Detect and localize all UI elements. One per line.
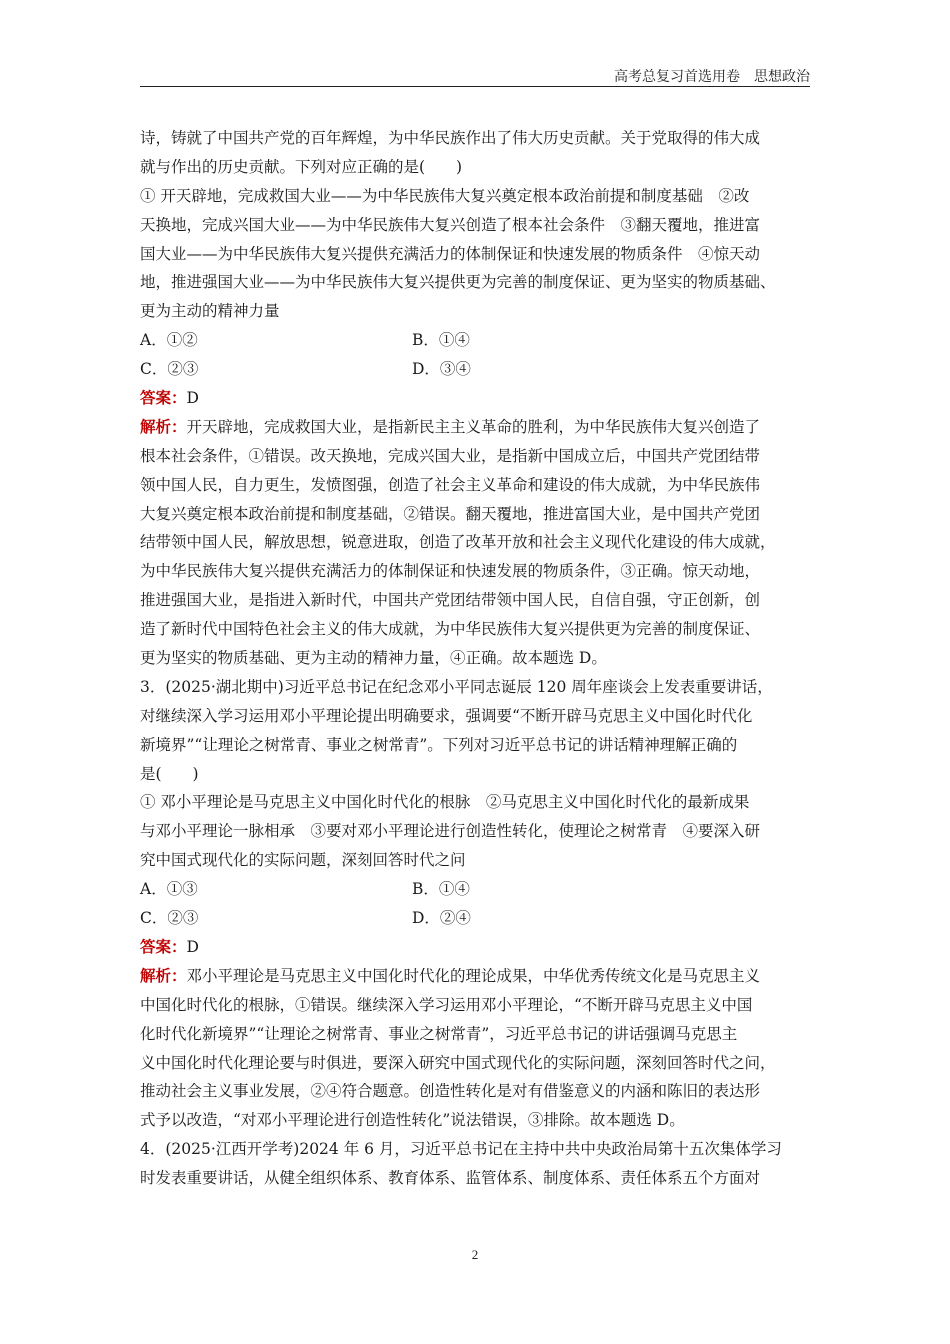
analysis-text: 开天辟地，完成救国大业，是指新民主主义革命的胜利，为中华民族伟大复兴创造了 [186, 417, 761, 436]
analysis-text: 邓小平理论是马克思主义中国化时代化的理论成果，中华优秀传统文化是马克思主义 [186, 966, 761, 985]
q2-analysis-line: 更为坚实的物质基础、更为主动的精神力量，④正确。故本题选 D。 [140, 649, 607, 668]
q2-analysis-line: 为中华民族伟大复兴提供充满活力的体制保证和快速发展的物质条件，③正确。惊天动地， [140, 562, 761, 581]
q2-statement-line: 地，推进强国大业——为中华民族伟大复兴提供更为完善的制度保证、更为坚实的物质基础、 [140, 273, 776, 292]
q3-statement-line: 究中国式现代化的实际问题，深刻回答时代之问 [140, 851, 466, 870]
q3-option-a: A．①③ [140, 880, 198, 899]
q3-stem-line: 对继续深入学习运用邓小平理论提出明确要求，强调要“不断开辟马克思主义中国化时代化 [140, 706, 753, 725]
q2-statement-line: 更为主动的精神力量 [140, 302, 280, 321]
q3-option-d: D．②④ [412, 909, 471, 928]
q2-answer [140, 384, 820, 413]
q2-options-row [140, 355, 820, 384]
q2-stem-line: 诗，铸就了中国共产党的百年辉煌，为中华民族作出了伟大历史贡献。关于党取得的伟大成 [140, 129, 761, 147]
q3-option-b: B．①④ [412, 880, 470, 899]
q4-stem-line: 4．(2025·江西开学考)2024 年 6 月，习近平总书记在主持中共中央政治局第十五次集体学习 [140, 1140, 782, 1159]
q2-option-a: A．①② [140, 331, 198, 350]
q3-analysis-line: 推动社会主义事业发展，②④符合题意。创造性转化是对有借鉴意义的内涵和陈旧的表达形 [140, 1082, 761, 1101]
page-content [140, 124, 820, 1193]
q3-options-row [140, 904, 820, 933]
q3-analysis-line [140, 962, 820, 991]
answer-label: 答案： [140, 936, 187, 956]
running-header: 高考总复习首选用卷 思想政治 [614, 69, 810, 85]
q3-analysis-line: 式予以改造，“对邓小平理论进行创造性转化”说法错误，③排除。故本题选 D。 [140, 1111, 685, 1130]
q2-options-row [140, 326, 820, 355]
q2-option-b: B．①④ [412, 331, 470, 350]
q3-statement-line: 与邓小平理论一脉相承 ③要对邓小平理论进行创造性转化，使理论之树常青 ④要深入研 [140, 822, 761, 841]
q3-analysis-line: 义中国化时代化理论要与时俱进，要深入研究中国式现代化的实际问题，深刻回答时代之问， [140, 1053, 776, 1072]
q2-analysis-line: 造了新时代中国特色社会主义的伟大成就，为中华民族伟大复兴提供更为完善的制度保证、 [140, 620, 761, 639]
q2-analysis-line: 根本社会条件，①错误。改天换地，完成兴国大业，是指新中国成立后，中国共产党团结带 [140, 446, 761, 465]
q2-stem-line: 就与作出的历史贡献。下列对应正确的是( ) [140, 157, 463, 176]
q3-answer [140, 933, 820, 962]
q4-stem-line: 时发表重要讲话，从健全组织体系、教育体系、监管体系、制度体系、责任体系五个方面对 [140, 1169, 761, 1188]
q2-analysis-line: 结带领中国人民，解放思想，锐意进取，创造了改革开放和社会主义现代化建设的伟大成就， [140, 533, 776, 552]
q3-stem-line: 3．(2025·湖北期中)习近平总书记在纪念邓小平同志诞辰 120 周年座谈会上发表重要讲话， [140, 677, 773, 696]
q2-statement-line: ① 开天辟地，完成救国大业——为中华民族伟大复兴奠定根本政治前提和制度基础 ②改 [140, 186, 750, 205]
q2-analysis-line: 大复兴奠定根本政治前提和制度基础，②错误。翻天覆地，推进富国大业，是中国共产党团 [140, 504, 761, 523]
q3-analysis-line: 化时代化新境界”“让理论之树常青、事业之树常青”，习近平总书记的讲话强调马克思主 [140, 1024, 738, 1043]
q2-analysis-line: 推进强国大业，是指进入新时代，中国共产党团结带领中国人民，自信自强，守正创新，创 [140, 591, 761, 610]
analysis-label: 解析： [140, 416, 187, 436]
page-number: 2 [471, 1247, 479, 1262]
q3-option-c: C．②③ [140, 909, 199, 928]
q3-analysis-line: 中国化时代化的根脉，①错误。继续深入学习运用邓小平理论，“不断开辟马克思主义中国 [140, 995, 753, 1014]
q2-analysis-line [140, 413, 820, 442]
q3-statement-line: ① 邓小平理论是马克思主义中国化时代化的根脉 ②马克思主义中国化时代化的最新成果 [140, 793, 750, 812]
q2-statement-line: 天换地，完成兴国大业——为中华民族伟大复兴创造了根本社会条件 ③翻天覆地，推进富 [140, 215, 761, 234]
q3-options-row [140, 875, 820, 904]
q3-stem-line: 是( ) [140, 764, 199, 783]
analysis-label: 解析： [140, 965, 187, 985]
header-divider [140, 86, 810, 87]
q2-analysis-line: 领中国人民，自力更生，发愤图强，创造了社会主义革命和建设的伟大成就，为中华民族伟 [140, 475, 761, 494]
answer-value: D [186, 389, 199, 408]
q2-option-d: D．③④ [412, 360, 471, 379]
q3-stem-line: 新境界”“让理论之树常青、事业之树常青”。下列对习近平总书记的讲话精神理解正确的 [140, 735, 738, 754]
answer-label: 答案： [140, 388, 187, 408]
answer-value: D [186, 937, 199, 956]
q2-statement-line: 国大业——为中华民族伟大复兴提供充满活力的体制保证和快速发展的物质条件 ④惊天动 [140, 244, 761, 263]
q2-option-c: C．②③ [140, 360, 199, 379]
